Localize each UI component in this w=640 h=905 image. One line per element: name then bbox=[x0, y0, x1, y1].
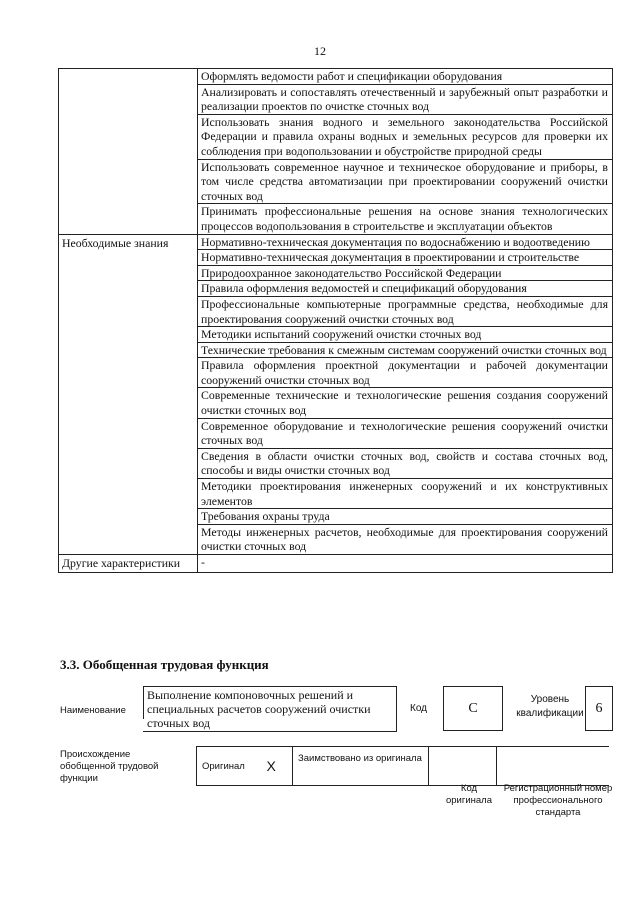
original-label: Оригинал bbox=[197, 747, 259, 786]
list-item: Использовать знания водного и земельного законодательства Российской Федерации и правила охраны водных и земельных ресурсов для проверки их соблюдения при водопользовании и обустройстве природной среды bbox=[198, 114, 613, 159]
list-item: Технические требования к смежным системам сооружений очистки сточных вод bbox=[198, 342, 613, 358]
list-item: Правила оформления проектной документации и рабочей документации сооружений очистки сточных вод bbox=[198, 358, 613, 388]
origin-table bbox=[196, 746, 609, 786]
registration-number-cell bbox=[497, 747, 609, 786]
list-item: Методы инженерных расчетов, необходимые для проектирования сооружений очистки сточных вод bbox=[198, 524, 613, 554]
original-code-cell bbox=[429, 747, 497, 786]
list-item: Использовать современное научное и техническое оборудование и приборы, в том числе средства автоматизации при проектировании сооружений очистки сточных вод bbox=[198, 159, 613, 204]
list-item: Оформлять ведомости работ и спецификации оборудования bbox=[198, 69, 613, 85]
skills-label-cell bbox=[59, 69, 198, 235]
code-label: Код bbox=[410, 703, 428, 714]
list-item: Методики проектирования инженерных сооружений и их конструктивных элементов bbox=[198, 479, 613, 509]
list-item: Современные технические и технологические решения создания сооружений очистки сточных вод bbox=[198, 388, 613, 418]
page-number: 12 bbox=[314, 44, 326, 58]
qualification-level-label: Уровень квалификации bbox=[516, 694, 584, 719]
section-title: 3.3. Обобщенная трудовая функция bbox=[60, 657, 269, 672]
original-code-caption: Код оригинала bbox=[445, 783, 492, 806]
other-characteristics-value: - bbox=[198, 555, 613, 573]
list-item: Правила оформления ведомостей и спецификаций оборудования bbox=[198, 281, 613, 297]
list-item: Требования охраны труда bbox=[198, 509, 613, 525]
table-row bbox=[197, 747, 609, 786]
list-item: Природоохранное законодательство Российской Федерации bbox=[198, 265, 613, 281]
list-item: Профессиональные компьютерные программные средства, необходимые для проектирования сооружений очистки сточных вод bbox=[198, 296, 613, 326]
list-item: Нормативно-техническая документация по водоснабжению и водоотведению bbox=[198, 234, 613, 250]
borrowed-label: Заимствовано из оригинала bbox=[293, 747, 429, 786]
labor-function-table bbox=[58, 68, 613, 573]
origin-label: Происхождение обобщенной трудовой функции bbox=[60, 749, 159, 784]
code-value: С bbox=[443, 686, 503, 731]
qualification-level-value: 6 bbox=[585, 686, 613, 731]
knowledge-label: Необходимые знания bbox=[59, 234, 198, 554]
list-item: Современное оборудование и технологические решения сооружений очистки сточных вод bbox=[198, 418, 613, 448]
list-item: Нормативно-техническая документация в проектировании и строительстве bbox=[198, 250, 613, 266]
list-item: Анализировать и сопоставлять отечественный и зарубежный опыт разработки и реализации проектов по очистке сточных вод bbox=[198, 84, 613, 114]
table-row bbox=[59, 69, 613, 85]
list-item: Методики испытаний сооружений очистки сточных вод bbox=[198, 327, 613, 343]
table-row bbox=[59, 555, 613, 573]
list-item: Принимать профессиональные решения на основе знания технологических процессов водопользования в строительстве и эксплуатации объектов bbox=[198, 204, 613, 234]
other-characteristics-label: Другие характеристики bbox=[59, 555, 198, 573]
table-row bbox=[59, 234, 613, 250]
function-name-value: Выполнение компоновочных решений и специальных расчетов сооружений очистки сточных вод bbox=[143, 686, 397, 732]
list-item: Сведения в области очистки сточных вод, свойств и состава сточных вод, способы и виды очистки сточных вод bbox=[198, 448, 613, 478]
registration-number-caption: Регистрационный номер профессионального стандарта bbox=[503, 783, 613, 818]
name-label: Наименование bbox=[60, 705, 126, 716]
original-mark: Х bbox=[259, 747, 293, 786]
